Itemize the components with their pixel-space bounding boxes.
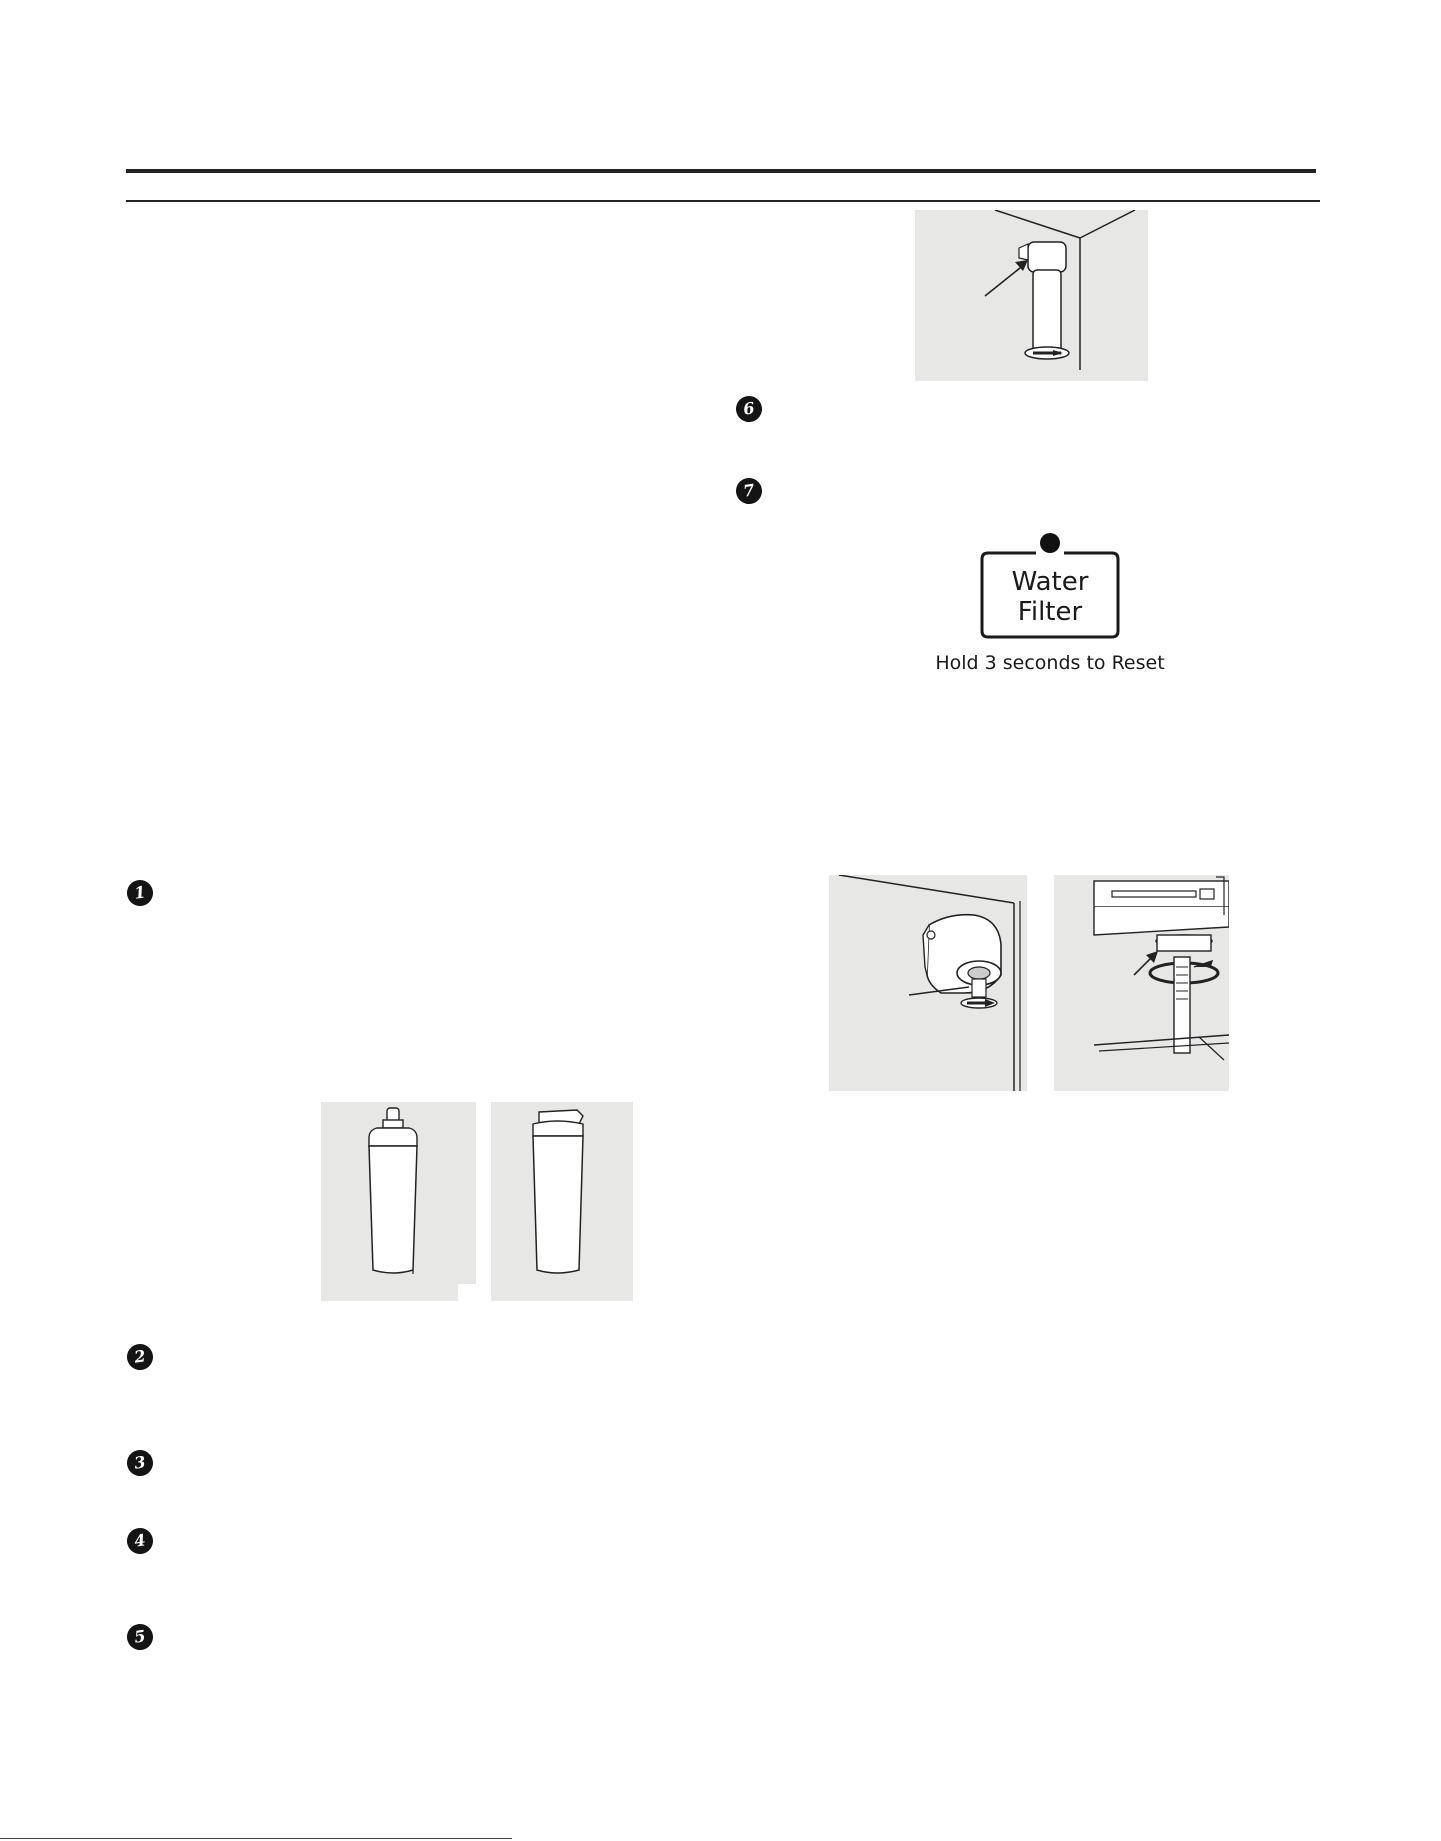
water-filter-label-line1: Water bbox=[1011, 567, 1089, 597]
filter-head-illustration bbox=[829, 875, 1027, 1091]
filter-corner-illustration bbox=[915, 210, 1148, 381]
header-rule-top bbox=[126, 169, 1316, 173]
header-rule-bottom bbox=[126, 200, 1320, 202]
step-3-marker: 3 bbox=[125, 1448, 154, 1477]
reset-instruction-caption: Hold 3 seconds to Reset bbox=[935, 652, 1165, 674]
water-filter-reset-button[interactable] bbox=[980, 545, 1120, 645]
step-5-marker: 5 bbox=[125, 1622, 154, 1651]
filter-head-drawing bbox=[829, 875, 1027, 1091]
footer-rule bbox=[0, 1838, 512, 1839]
filter-corner-drawing bbox=[915, 210, 1148, 381]
filter-cartridge-b-drawing bbox=[491, 1102, 633, 1301]
filter-cartridge-a-illustration bbox=[321, 1102, 476, 1301]
filter-cartridge-b-illustration bbox=[491, 1102, 633, 1301]
step-2-marker: 2 bbox=[125, 1342, 154, 1371]
step-6-marker: 6 bbox=[734, 394, 763, 423]
filter-under-dispenser-drawing bbox=[1054, 875, 1229, 1091]
step-4-marker: 4 bbox=[125, 1526, 154, 1555]
filter-under-dispenser-illustration bbox=[1054, 875, 1229, 1091]
filter-cartridge-a-drawing bbox=[321, 1102, 476, 1301]
indicator-dot-icon bbox=[1040, 533, 1060, 553]
water-filter-label-line2: Filter bbox=[1017, 597, 1083, 627]
step-7-marker: 7 bbox=[734, 476, 763, 505]
step-1-marker: 1 bbox=[125, 878, 154, 907]
